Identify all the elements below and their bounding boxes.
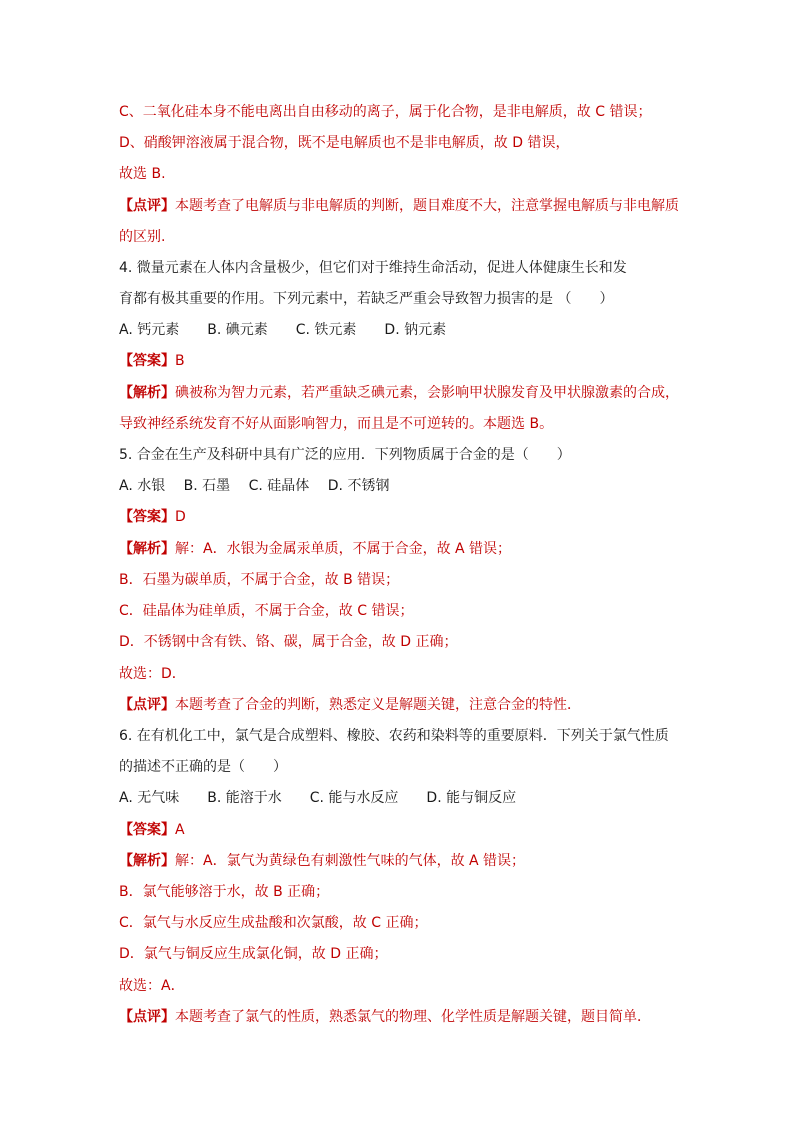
text: D [512, 135, 524, 151]
text: D [330, 946, 342, 962]
q3-choice [119, 164, 166, 184]
q5-analysis-c [119, 601, 413, 621]
text: 正确； [282, 884, 330, 900]
q5-stem: 5. 合金在生产及科研中具有广泛的应用．下列物质属于合金的是（ ） [119, 447, 571, 463]
text: 碘被称为智力元素，若严重缺乏碘元素，会影响甲状腺发育及甲状腺激素的合成， [175, 385, 679, 401]
analysis-tag: 【解析】 [119, 385, 175, 401]
text: 本题考查了合金的判断，熟悉定义是解题关键，注意合金的特性． [175, 697, 581, 713]
text: 正确； [381, 915, 428, 931]
answer-tag: 【答案】 [119, 353, 175, 369]
text: B [151, 166, 162, 182]
text: C、二氧化硅本身不能电离出自由移动的离子，属于化合物，是非电解质，故 [119, 104, 596, 120]
q6-stem-2: 的描述不正确的是（ ） [119, 759, 287, 775]
q6-analysis-b [119, 882, 329, 902]
text: 错误； [367, 603, 414, 619]
answer-value: B [175, 353, 185, 369]
text: 解：A．氯气为黄绿色有刺激性气味的气体，故 [175, 853, 470, 869]
text: 。 [539, 416, 554, 432]
q4-analysis [119, 383, 679, 403]
text: 的区别. [119, 229, 166, 245]
text: C．硅晶体为硅单质，不属于合金，故 [119, 603, 358, 619]
text: C．氯气与水反应生成盐酸和次氯酸，故 [119, 915, 372, 931]
q3-comment [119, 196, 679, 216]
q6-comment [119, 1007, 651, 1027]
text: 错误； [464, 541, 512, 557]
text: B．石墨为碳单质，不属于合金，故 [119, 572, 344, 588]
comment-tag: 【点评】 [119, 198, 175, 214]
q5-analysis-d [119, 632, 457, 652]
text: . [161, 166, 166, 182]
text: A [469, 853, 479, 869]
text: B [529, 416, 540, 432]
text: 正确； [341, 946, 388, 962]
q6-analysis-d [119, 944, 387, 964]
text: C [371, 915, 382, 931]
text: B [273, 884, 283, 900]
q4-options: A. 钙元素 B. 碘元素 C. 铁元素 D. 钠元素 [119, 322, 447, 338]
text: 故选 [119, 166, 152, 182]
text: D．不锈钢中含有铁、铬、碳，属于合金，故 [119, 634, 401, 650]
analysis-tag: 【解析】 [119, 853, 175, 869]
q6-stem-1: 6. 在有机化工中，氯气是合成塑料、橡胶、农药和染料等的重要原料．下列关于氯气性质 [119, 728, 669, 744]
text: 导致神经系统发育不好从面影响智力，而且是不可逆转的。本题选 [119, 416, 530, 432]
q3-line-d [119, 133, 569, 153]
text: 正确； [411, 634, 458, 650]
q3-comment-cont [119, 227, 165, 247]
text: 解：A．水银为金属汞单质，不属于合金，故 [175, 541, 456, 557]
text: D [400, 634, 412, 650]
q6-analysis-a [119, 851, 525, 871]
q6-analysis-c [119, 913, 427, 933]
comment-tag: 【点评】 [119, 1009, 175, 1025]
q6-choice: 故选：A． [119, 978, 185, 994]
text: D、硝酸钾溶液属于混合物，既不是电解质也不是非电解质，故 [119, 135, 513, 151]
answer-tag: 【答案】 [119, 822, 175, 838]
text: 错误； [478, 853, 526, 869]
q4-stem-1: 4. 微量元素在人体内含量极少，但它们对于维持生命活动，促进人体健康生长和发 [119, 260, 627, 276]
q4-answer [119, 351, 185, 371]
analysis-tag: 【解析】 [119, 541, 175, 557]
text: A [455, 541, 465, 557]
q5-analysis-b [119, 570, 399, 590]
text: 错误； [605, 104, 652, 120]
text: 错误， [523, 135, 570, 151]
text: C [595, 104, 606, 120]
q5-choice: 故选：D． [119, 666, 186, 682]
q6-options: A. 无气味 B. 能溶于水 C. 能与水反应 D. 能与铜反应 [119, 790, 517, 806]
answer-tag: 【答案】 [119, 509, 175, 525]
text: 错误； [352, 572, 400, 588]
text: C [357, 603, 368, 619]
text: B．氯气能够溶于水，故 [119, 884, 274, 900]
answer-value: A [175, 822, 185, 838]
comment-tag: 【点评】 [119, 697, 175, 713]
q5-options: A. 水银 B. 石墨 C. 硅晶体 D. 不锈钢 [119, 478, 390, 494]
q6-answer [119, 820, 185, 840]
q5-answer [119, 507, 186, 527]
q5-comment [119, 695, 581, 715]
text: 本题考查了电解质与非电解质的判断，题目难度不大，注意掌握电解质与非电解质 [175, 198, 679, 214]
q3-line-c [119, 102, 651, 122]
text: 本题考查了氯气的性质，熟悉氯气的物理、化学性质是解题关键，题目简单． [175, 1009, 651, 1025]
text: D．氯气与铜反应生成氯化铜，故 [119, 946, 331, 962]
q5-analysis-a [119, 539, 511, 559]
q4-analysis-cont [119, 414, 553, 434]
q4-stem-2: 育都有极其重要的作用。下列元素中，若缺乏严重会导致智力损害的是 （ ） [119, 291, 614, 307]
answer-value: D [175, 509, 186, 525]
text: B [343, 572, 353, 588]
